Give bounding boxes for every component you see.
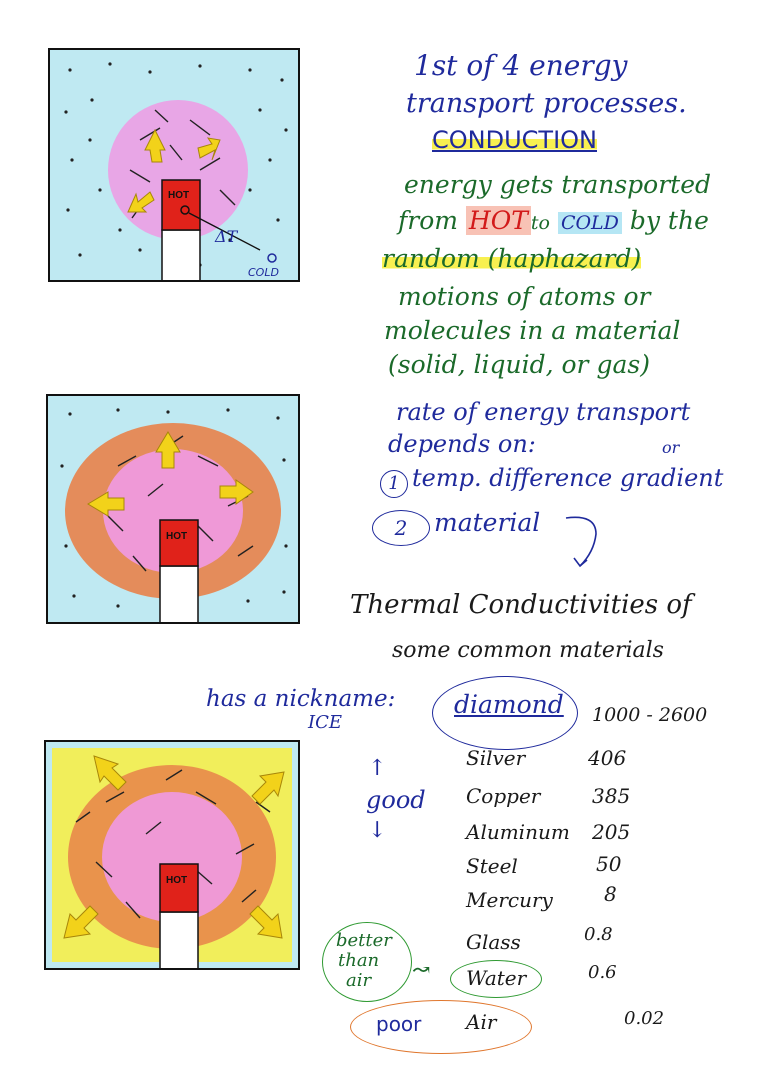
row-value-copper: 385 bbox=[592, 784, 631, 808]
row-name-air: Air bbox=[466, 1010, 497, 1034]
hot-label-1: HOT bbox=[168, 190, 190, 201]
conduction-title: CONDUCTION bbox=[432, 126, 597, 154]
item-2-text: material bbox=[434, 508, 541, 537]
heading-line-2: transport processes. bbox=[406, 88, 687, 119]
desc-line-6: (solid, liquid, or gas) bbox=[388, 350, 650, 379]
diagram-panel-2 bbox=[46, 394, 300, 624]
better-line-1: better bbox=[336, 930, 392, 951]
conduction-sketch-1 bbox=[50, 50, 298, 280]
pointer-arrow bbox=[560, 512, 620, 572]
nickname-line-2: ICE bbox=[308, 712, 343, 733]
conduction-sketch-2 bbox=[48, 396, 298, 622]
row-value-silver: 406 bbox=[588, 746, 627, 770]
desc-line-4: motions of atoms or bbox=[398, 282, 651, 311]
desc-line-5: molecules in a material bbox=[384, 316, 681, 345]
row-value-diamond: 1000 - 2600 bbox=[592, 704, 708, 726]
nickname-line-1: has a nickname: bbox=[206, 686, 396, 712]
hot-label-3: HOT bbox=[166, 875, 188, 886]
desc-to: to bbox=[530, 212, 550, 234]
row-name-water: Water bbox=[466, 966, 527, 990]
better-arrow: ↝ bbox=[412, 958, 431, 983]
item-2-number: 2 bbox=[372, 510, 430, 546]
good-up-arrow: ↑ bbox=[368, 756, 387, 781]
row-value-air: 0.02 bbox=[624, 1008, 665, 1029]
cold-label: COLD bbox=[248, 266, 279, 279]
delta-t-label: ΔT bbox=[215, 227, 238, 246]
rate-line-2: depends on: bbox=[388, 430, 536, 458]
hot-label-2: HOT bbox=[166, 531, 188, 542]
conduction-sketch-3 bbox=[46, 742, 298, 968]
better-line-3: air bbox=[346, 970, 372, 991]
desc-by: by the bbox=[629, 206, 709, 235]
row-name-steel: Steel bbox=[466, 854, 518, 878]
row-name-glass: Glass bbox=[466, 930, 521, 954]
good-down-arrow: ↓ bbox=[368, 818, 387, 843]
row-value-aluminum: 205 bbox=[592, 820, 631, 844]
cold-word: COLD bbox=[558, 212, 622, 234]
row-value-mercury: 8 bbox=[604, 882, 617, 906]
row-value-water: 0.6 bbox=[588, 962, 617, 983]
row-name-mercury: Mercury bbox=[466, 888, 553, 912]
item-1-number: 1 bbox=[380, 470, 408, 498]
better-line-2: than bbox=[338, 950, 380, 971]
row-name-copper: Copper bbox=[466, 784, 541, 808]
table-title-line-2: some common materials bbox=[392, 638, 664, 663]
row-name-diamond: diamond bbox=[454, 690, 564, 719]
desc-from: from bbox=[398, 206, 458, 235]
rate-or: or bbox=[662, 438, 680, 457]
table-title-line-1: Thermal Conductivities of bbox=[350, 590, 692, 620]
desc-line-2 bbox=[398, 208, 709, 233]
rate-line-1: rate of energy transport bbox=[396, 398, 691, 426]
heading-line-1: 1st of 4 energy bbox=[414, 49, 628, 82]
desc-random: random (haphazard) bbox=[382, 244, 642, 273]
diagram-panel-3 bbox=[44, 740, 300, 970]
item-1-text: temp. difference gradient bbox=[412, 464, 724, 492]
row-name-aluminum: Aluminum bbox=[466, 820, 570, 844]
diagram-panel-1 bbox=[48, 48, 300, 282]
row-value-glass: 0.8 bbox=[584, 924, 613, 945]
good-label: good bbox=[366, 786, 426, 814]
hot-word: HOT bbox=[466, 206, 531, 235]
desc-line-1: energy gets transported bbox=[404, 170, 712, 199]
row-value-steel: 50 bbox=[596, 852, 622, 876]
row-name-silver: Silver bbox=[466, 746, 526, 770]
poor-label: poor bbox=[376, 1012, 422, 1036]
